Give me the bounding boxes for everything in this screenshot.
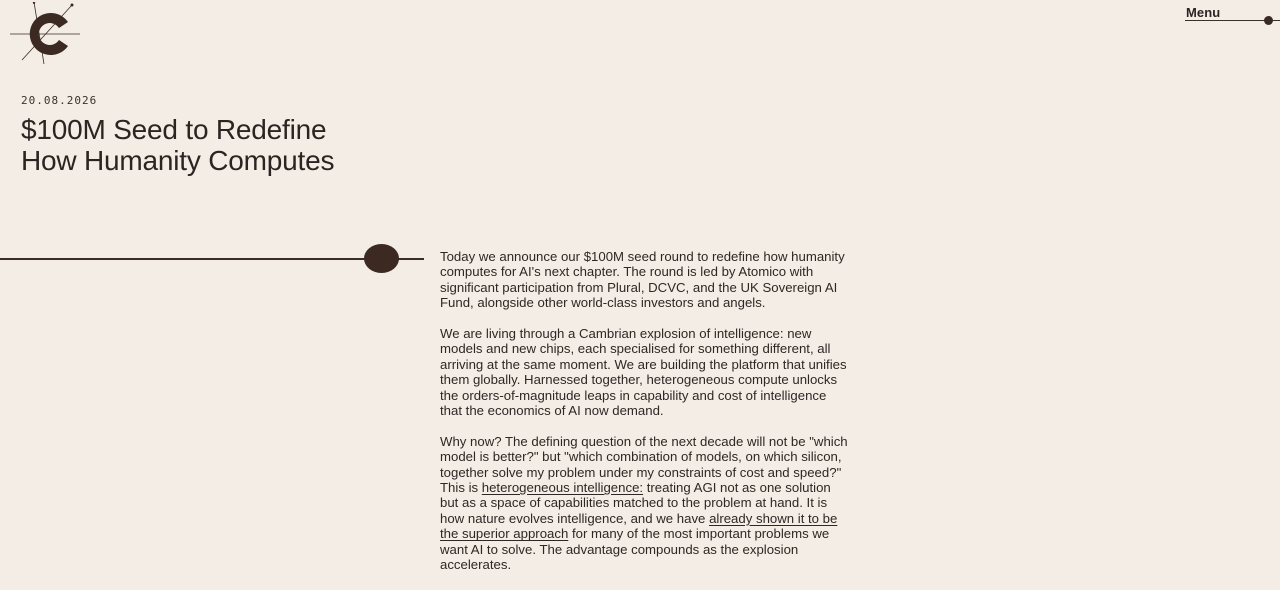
menu-button[interactable] <box>1180 5 1280 29</box>
page-title-line-1: $100M Seed to Redefine <box>21 114 327 145</box>
article-paragraph-1: Today we announce our $100M seed round to redefine how humanity computes for AI's next chapter. The round is led by Atomico with significant participation from Plural, DCVC, and the UK Sovereign AI Fund, alongside other world-class investors and angels. <box>440 249 845 311</box>
post-date: 20.08.2026 <box>21 94 98 107</box>
article-paragraph-3-text-1: Why now? The defining question of the next decade will not be "which model is better?" but "which combination of models, on which silicon, together solve my problem under my constraints of cost and speed?" This is <box>440 433 848 496</box>
menu-dot-icon <box>1264 16 1273 25</box>
article-paragraph-3-text-3: for many of the most important problems we want AI to solve. The advantage compounds as the explosion accelerates. <box>440 526 830 573</box>
article-paragraph-2: We are living through a Cambrian explosion of intelligence: new models and new chips, each specialised for something different, all arriving at the same moment. We are building the platform that unifies them globally. Harnessed together, heterogeneous compute unlocks the orders-of-magnitude leaps in capability and cost of intelligence that the economics of AI now demand. <box>440 326 847 419</box>
compass-c-logo-icon[interactable] <box>10 2 80 64</box>
page-title-line-2: How Humanity Computes <box>21 145 335 176</box>
divider-dot-icon <box>364 244 399 273</box>
page-title <box>21 114 441 176</box>
article-paragraph-3 <box>440 434 850 573</box>
article-paragraph-3-text-2: treating AGI not as one solution but as a space of capabilities matched to the problem at hand. It is how nature evolves intelligence, and we have <box>440 480 831 526</box>
menu-label[interactable]: Menu <box>1186 5 1221 20</box>
heterogeneous-intelligence-link[interactable]: heterogeneous intelligence: <box>481 480 644 496</box>
section-divider <box>0 244 430 274</box>
menu-underline <box>1185 20 1265 21</box>
article-body <box>440 249 850 588</box>
divider-line <box>0 258 424 260</box>
superior-approach-link[interactable]: already shown it to be the superior approach <box>440 510 838 542</box>
menu-underline-tail <box>1273 20 1280 21</box>
